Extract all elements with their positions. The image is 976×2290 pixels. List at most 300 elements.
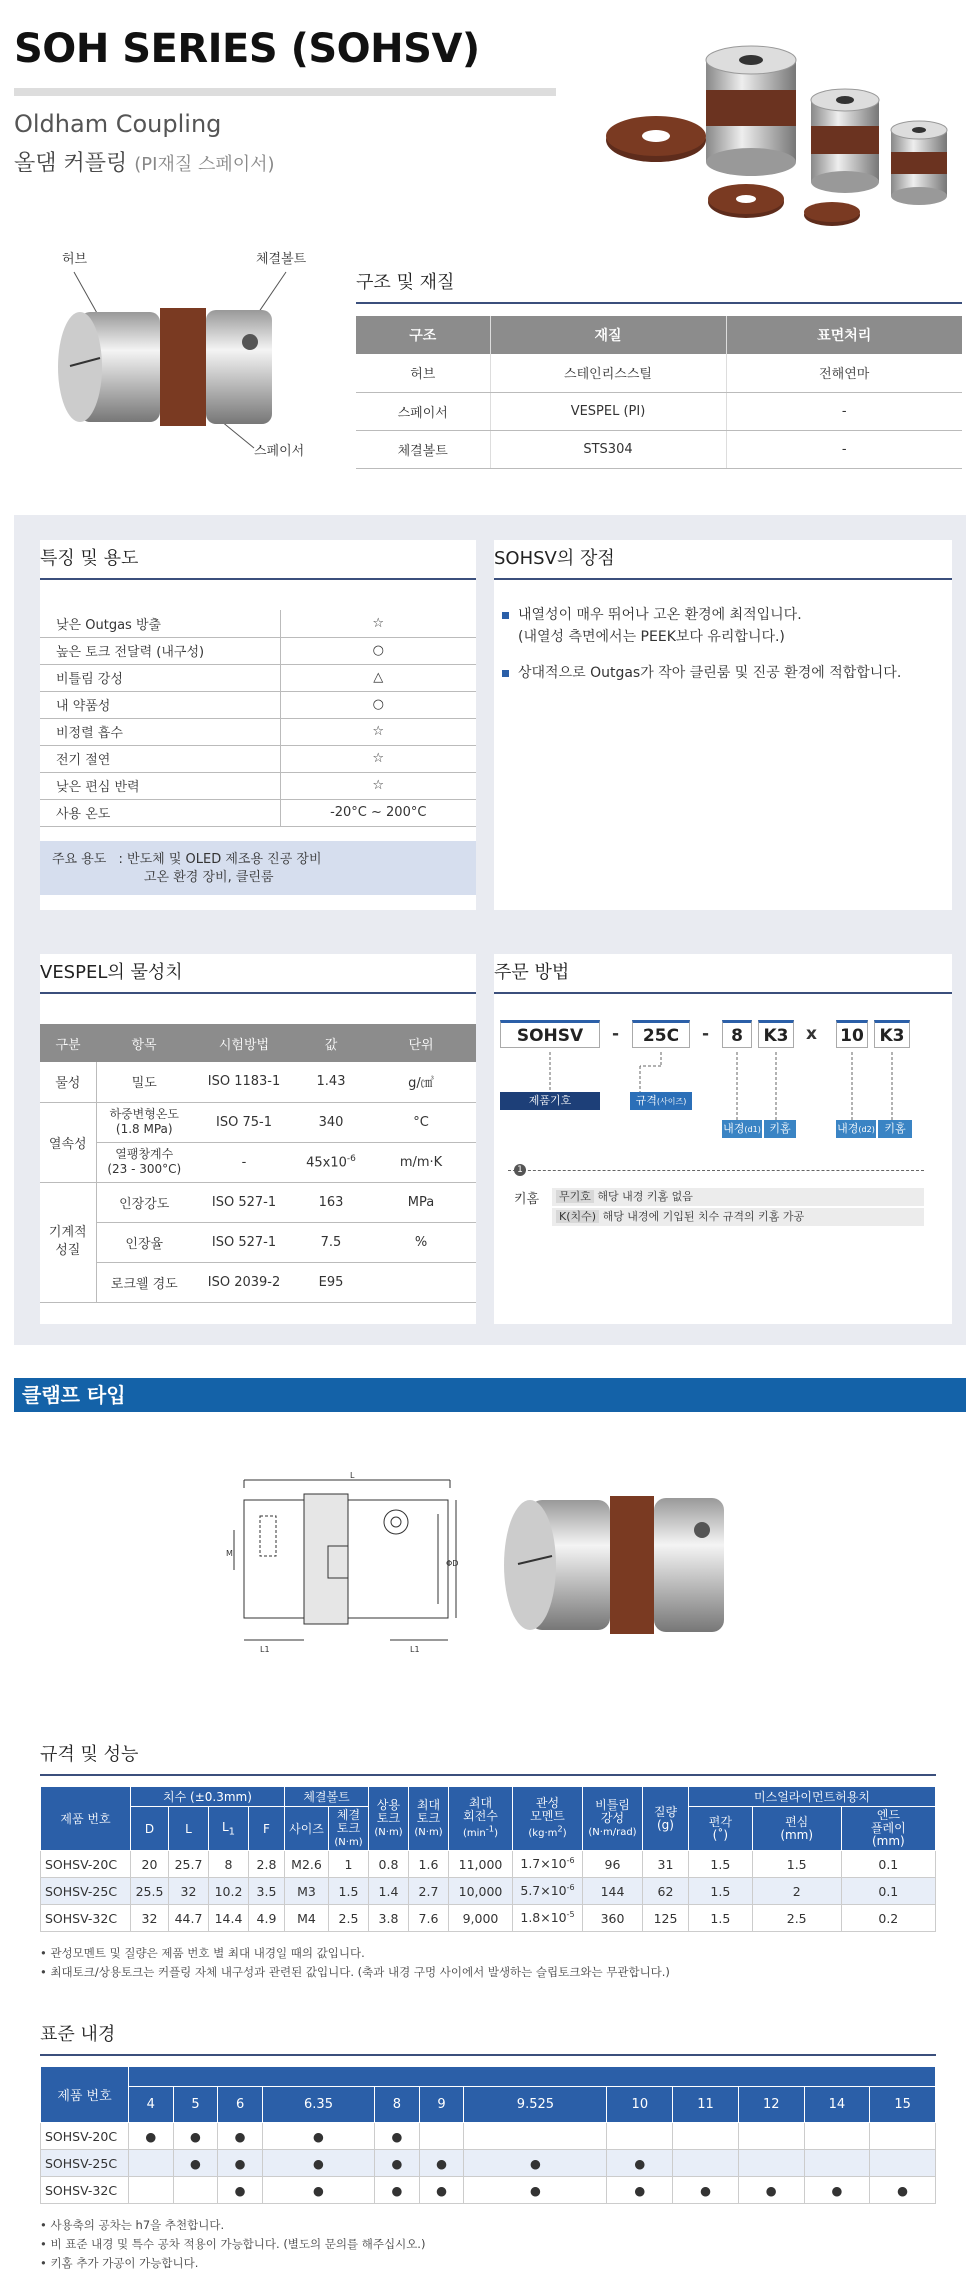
- structure-heading: 구조 및 재질: [356, 268, 962, 304]
- bore-mark: ●: [464, 2150, 607, 2177]
- table-row: [40, 1182, 476, 1222]
- spec-cell: 25.5: [131, 1878, 169, 1905]
- spec-cell: 14.4: [209, 1905, 249, 1932]
- vespel-method: ISO 527-1: [192, 1222, 296, 1262]
- spec-h-line: (N·m): [334, 1836, 363, 1848]
- spec-h-inertia: [513, 1787, 583, 1851]
- spec-cell: 62: [643, 1878, 689, 1905]
- order-tag-size-sub: (사이즈): [656, 1097, 687, 1106]
- vespel-method: ISO 75-1: [192, 1102, 296, 1142]
- spec-h-line: [528, 1823, 567, 1840]
- spec-cell: 2.5: [329, 1905, 369, 1932]
- vespel-group-line: 성질: [55, 1243, 81, 1258]
- feature-rating: ○: [280, 637, 476, 664]
- order-part-d1: 8: [722, 1020, 752, 1048]
- bore-mark: ●: [375, 2177, 420, 2204]
- table-row: [40, 1062, 476, 1102]
- vespel-panel: [40, 954, 476, 1324]
- spec-h-line: 편각: [708, 1814, 732, 1829]
- spec-cell: 125: [643, 1905, 689, 1932]
- spec-table: [40, 1786, 936, 1932]
- feature-name: 높은 토크 전달력 (내구성): [40, 637, 280, 664]
- spec-cell: 4.9: [249, 1905, 285, 1932]
- bore-mark: [804, 2150, 870, 2177]
- spec-h-line: 체결: [336, 1807, 361, 1822]
- spec-h-line: 최대: [468, 1795, 493, 1810]
- spec-note: • 최대토크/상용토크는 커플링 자체 내구성과 관련된 값입니다. (축과 내경 구멍 사이에서 발생하는 슬립토크와는 무관합니다.): [40, 1965, 670, 1979]
- structure-cell: 체결볼트: [356, 430, 490, 468]
- vespel-unit: m/m·K: [366, 1142, 476, 1182]
- vespel-group: [40, 1182, 96, 1302]
- keyway-opt2-code: K(치수): [556, 1210, 599, 1223]
- feature-name: 낮은 편심 반력: [40, 772, 280, 799]
- spec-h-part: L: [221, 1819, 229, 1834]
- keyway-opt1-text: 해당 내경 키홈 없음: [597, 1190, 693, 1203]
- vespel-item: [96, 1102, 192, 1142]
- structure-col-0: 구조: [356, 316, 490, 354]
- spec-section: [40, 1740, 936, 1982]
- spec-part: 1.7×10: [520, 1856, 567, 1872]
- bore-mark: ●: [673, 2177, 739, 2204]
- order-heading: 주문 방법: [494, 954, 952, 994]
- spec-h-line: (mm): [871, 1834, 905, 1848]
- bore-size-header: 15: [870, 2087, 936, 2123]
- vespel-heading: VESPEL의 물성치: [40, 954, 476, 994]
- clamp-heading: 클램프 타입: [14, 1378, 966, 1412]
- bore-mark: ●: [173, 2150, 218, 2177]
- spec-h-rpm: [449, 1787, 513, 1851]
- structure-cell: 스테인리스스틸: [490, 354, 726, 392]
- bore-model: SOHSV-25C: [41, 2150, 129, 2177]
- vespel-value: 163: [296, 1182, 366, 1222]
- list-item: [500, 662, 952, 684]
- bore-note-text: 비 표준 내경 및 특수 공차 적용이 가능합니다. (별도의 문의를 해주십시오.): [50, 2237, 426, 2251]
- dim-label-L1b: L1: [410, 1645, 420, 1654]
- bore-h-blank: [129, 2067, 936, 2087]
- bore-mark: ●: [870, 2177, 936, 2204]
- usage-box: [40, 841, 476, 895]
- bore-mark: ●: [607, 2150, 673, 2177]
- table-row: [41, 2177, 936, 2204]
- spec-h-line: 플레이: [870, 1821, 906, 1835]
- spec-h-line: 상용: [376, 1797, 401, 1812]
- table-row: [40, 718, 476, 745]
- vespel-col: 시험방법: [192, 1024, 296, 1062]
- spec-cell: 7.6: [409, 1905, 449, 1932]
- bore-notes: [40, 2216, 936, 2273]
- vespel-item: 인장율: [96, 1222, 192, 1262]
- spec-cell: 0.8: [369, 1851, 409, 1878]
- usage-label: 주요 용도: [52, 851, 107, 867]
- spec-h-line: 회전수: [463, 1808, 498, 1823]
- spec-h-part: (min: [463, 1828, 486, 1840]
- spec-cell: M4: [285, 1905, 329, 1932]
- spec-h-line: 관성: [535, 1795, 560, 1810]
- spec-cell: 25.7: [169, 1851, 209, 1878]
- spec-part: -5: [566, 1910, 575, 1920]
- vespel-col: 값: [296, 1024, 366, 1062]
- spec-note: • 관성모멘트 및 질량은 제품 번호 별 최대 내경일 때의 값입니다.: [40, 1946, 365, 1960]
- table-row: [40, 1222, 476, 1262]
- bore-note: • 키홈 추가 가공이 가능합니다.: [40, 2256, 199, 2270]
- vespel-value: [296, 1142, 366, 1182]
- feature-name: 비정렬 흡수: [40, 718, 280, 745]
- vespel-group: 물성: [40, 1062, 96, 1102]
- features-panel: [40, 540, 476, 910]
- bore-mark: [804, 2123, 870, 2150]
- structure-section: [356, 268, 962, 469]
- dim-label-D: ΦD: [446, 1559, 459, 1568]
- list-item: [500, 604, 952, 648]
- spec-cell: 2.7: [409, 1878, 449, 1905]
- vespel-unit: °C: [366, 1102, 476, 1142]
- spec-h-dims: 치수 (±0.3mm): [131, 1787, 285, 1807]
- spec-cell: M3: [285, 1878, 329, 1905]
- spec-h-model: 제품 번호: [41, 1787, 131, 1851]
- table-row: [41, 1851, 936, 1878]
- order-sep: x: [806, 1024, 817, 1044]
- advantage-line: 상대적으로 Outgas가 작아 클린룸 및 진공 환경에 적합합니다.: [518, 665, 902, 681]
- bore-mark: ●: [173, 2123, 218, 2150]
- bore-size-header: 11: [673, 2087, 739, 2123]
- spec-h-line: (N·m): [414, 1826, 443, 1838]
- spec-cell: 1.5: [689, 1878, 753, 1905]
- spec-h-stiff: [583, 1787, 643, 1851]
- bore-size-header: 14: [804, 2087, 870, 2123]
- spec-h-line: 토크: [376, 1810, 401, 1825]
- spec-note-text: 관성모멘트 및 질량은 제품 번호 별 최대 내경일 때의 값입니다.: [50, 1946, 365, 1960]
- spec-h-line: (N·m): [374, 1826, 403, 1838]
- structure-cell: -: [726, 392, 962, 430]
- feature-rating: ☆: [280, 718, 476, 745]
- bore-size-header: 5: [173, 2087, 218, 2123]
- advantages-panel: [494, 540, 952, 910]
- vespel-group: 열속성: [40, 1102, 96, 1182]
- title-underline: [14, 88, 556, 96]
- feature-rating: ☆: [280, 610, 476, 637]
- order-tag-d2: [836, 1120, 876, 1138]
- feature-rating: -20°C ~ 200°C: [280, 799, 476, 826]
- spec-cell: 2.8: [249, 1851, 285, 1878]
- table-row: [40, 1102, 476, 1142]
- order-tag-d2-main: 내경: [837, 1122, 859, 1135]
- subtitle-ko-note: (PI재질 스페이서): [134, 154, 275, 175]
- spec-h-end: [841, 1807, 935, 1851]
- bore-mark: [464, 2123, 607, 2150]
- table-row: [40, 799, 476, 826]
- table-row: [40, 1262, 476, 1302]
- dim-label-L: L: [350, 1471, 355, 1480]
- bore-model: SOHSV-32C: [41, 2177, 129, 2204]
- spec-cell: 96: [583, 1851, 643, 1878]
- table-row: [40, 772, 476, 799]
- bore-mark: [673, 2150, 739, 2177]
- bore-mark: ●: [218, 2123, 263, 2150]
- spec-part: 5.7×10: [520, 1883, 567, 1899]
- table-row: [40, 745, 476, 772]
- bore-mark: ●: [129, 2123, 174, 2150]
- subtitle-en: Oldham Coupling: [14, 110, 222, 138]
- order-part-size: 25C: [632, 1020, 690, 1048]
- vespel-value: 1.43: [296, 1062, 366, 1102]
- spec-h-L1: [209, 1807, 249, 1851]
- spec-h-angle: [689, 1807, 753, 1851]
- advantages-list: [494, 604, 952, 684]
- spec-cell: 1.5: [329, 1878, 369, 1905]
- bore-mark: ●: [262, 2123, 374, 2150]
- spec-cell: [513, 1905, 583, 1932]
- feature-rating: ☆: [280, 772, 476, 799]
- table-row: [40, 1142, 476, 1182]
- keyway-opt1-code: 무기호: [556, 1190, 594, 1203]
- spec-cell: 10.2: [209, 1878, 249, 1905]
- spec-h-line: (˚): [712, 1827, 729, 1842]
- feature-rating: ☆: [280, 745, 476, 772]
- structure-col-1: 재질: [490, 316, 726, 354]
- features-table: [40, 610, 476, 827]
- vespel-value-base: 45x10: [306, 1155, 347, 1171]
- spec-cell: 20: [131, 1851, 169, 1878]
- spec-cell: M2.6: [285, 1851, 329, 1878]
- dim-label-L1: L1: [260, 1645, 270, 1654]
- spec-h-line: (N·m/rad): [588, 1826, 637, 1838]
- spec-cell: 3.8: [369, 1905, 409, 1932]
- vespel-item-line: 하중변형온도: [109, 1107, 180, 1121]
- bore-size-header: 9: [419, 2087, 464, 2123]
- spec-h-F: F: [249, 1807, 285, 1851]
- bore-table: [40, 2066, 936, 2204]
- vespel-unit: %: [366, 1222, 476, 1262]
- order-tag-size: [630, 1092, 692, 1110]
- bore-size-header: 4: [129, 2087, 174, 2123]
- spec-model: SOHSV-20C: [41, 1851, 131, 1878]
- bore-mark: ●: [218, 2177, 263, 2204]
- bore-mark: [738, 2150, 804, 2177]
- bore-mark: ●: [607, 2177, 673, 2204]
- spec-cell: 2.5: [752, 1905, 841, 1932]
- feature-name: 전기 절연: [40, 745, 280, 772]
- feature-name: 비틀림 강성: [40, 664, 280, 691]
- spec-model: SOHSV-25C: [41, 1878, 131, 1905]
- spec-h-line: [463, 1823, 498, 1840]
- order-divider: [508, 1170, 924, 1171]
- bore-h-model: 제품 번호: [41, 2067, 129, 2123]
- keyway-label: 키홈: [514, 1192, 540, 1207]
- spec-cell: 0.1: [841, 1851, 935, 1878]
- spec-h-D: D: [131, 1807, 169, 1851]
- usage-line1: : 반도체 및 OLED 제조용 진공 장비: [118, 851, 322, 867]
- structure-cell: 허브: [356, 354, 490, 392]
- vespel-item: 인장강도: [96, 1182, 192, 1222]
- table-row: [40, 637, 476, 664]
- table-row: [40, 610, 476, 637]
- features-heading: 특징 및 용도: [40, 540, 476, 580]
- spec-h-part: 2: [557, 1823, 563, 1834]
- spec-note-text: 최대토크/상용토크는 커플링 자체 내구성과 관련된 값입니다. (축과 내경 구멍 사이에서 발생하는 슬립토크와는 무관합니다.): [50, 1965, 670, 1979]
- bore-note: • 사용축의 공차는 h7을 추천합니다.: [40, 2218, 225, 2232]
- table-row: [40, 664, 476, 691]
- table-row: [40, 691, 476, 718]
- label-spacer: 스페이서: [254, 444, 305, 459]
- order-tag-key2: 키홈: [878, 1120, 912, 1138]
- bore-mark: ●: [262, 2150, 374, 2177]
- spec-cell: 1.5: [689, 1905, 753, 1932]
- usage-line2: 고온 환경 장비, 클린룸: [144, 869, 274, 885]
- feature-name: 사용 온도: [40, 799, 280, 826]
- spec-h-line: (mm): [780, 1827, 814, 1842]
- spec-cell: 1.6: [409, 1851, 449, 1878]
- spec-h-bolt: 체결볼트: [285, 1787, 369, 1807]
- bore-mark: ●: [804, 2177, 870, 2204]
- bore-heading: 표준 내경: [40, 2020, 936, 2056]
- bore-section: [40, 2020, 936, 2273]
- vespel-value: 340: [296, 1102, 366, 1142]
- spec-cell: 32: [131, 1905, 169, 1932]
- order-part-key1: K3: [758, 1020, 794, 1048]
- order-connectors: [500, 1050, 940, 1130]
- spec-cell: 0.1: [841, 1878, 935, 1905]
- spec-h-line: 비틀림: [595, 1797, 630, 1812]
- bore-mark: ●: [375, 2150, 420, 2177]
- spec-h-rated: [369, 1787, 409, 1851]
- vespel-item: [96, 1142, 192, 1182]
- bore-mark: [173, 2177, 218, 2204]
- spec-h-mass: [643, 1787, 689, 1851]
- vespel-item-line: 열팽창계수: [115, 1147, 174, 1161]
- vespel-table: [40, 1024, 476, 1303]
- order-tag-model: 제품기호: [500, 1092, 600, 1110]
- structure-cell: 전해연마: [726, 354, 962, 392]
- spec-cell: 9,000: [449, 1905, 513, 1932]
- bore-mark: [870, 2123, 936, 2150]
- spec-h-line: 강성: [600, 1810, 625, 1825]
- table-row: [41, 1905, 936, 1932]
- structure-cell: STS304: [490, 430, 726, 468]
- label-bolt: 체결볼트: [256, 252, 307, 267]
- order-part-model: SOHSV: [500, 1020, 600, 1048]
- spec-cell: 360: [583, 1905, 643, 1932]
- keyway-opt2: [552, 1208, 924, 1226]
- vespel-unit: [366, 1262, 476, 1302]
- order-sep: -: [612, 1024, 620, 1044]
- spec-cell: 32: [169, 1878, 209, 1905]
- spec-h-line: 최대: [416, 1797, 441, 1812]
- spec-h-part: 1: [228, 1826, 236, 1838]
- order-part-d2: 10: [836, 1020, 868, 1048]
- vespel-item-line: (23 - 300°C): [107, 1162, 182, 1176]
- bore-mark: [129, 2150, 174, 2177]
- vespel-item: 로크웰 경도: [96, 1262, 192, 1302]
- bore-size-header: 12: [738, 2087, 804, 2123]
- order-tag-key1: 키홈: [764, 1120, 796, 1138]
- spec-cell: 1.5: [689, 1851, 753, 1878]
- bore-size-header: 8: [375, 2087, 420, 2123]
- structure-cell: VESPEL (PI): [490, 392, 726, 430]
- feature-name: 내 약품성: [40, 691, 280, 718]
- bore-mark: [607, 2123, 673, 2150]
- vespel-col: 구분: [40, 1024, 96, 1062]
- keyway-opt1: [552, 1188, 924, 1206]
- spec-h-line: 토크: [416, 1810, 441, 1825]
- spec-cell: 44.7: [169, 1905, 209, 1932]
- clamp-photo: [490, 1480, 740, 1660]
- spec-model: SOHSV-32C: [41, 1905, 131, 1932]
- spec-notes: [40, 1944, 936, 1982]
- structure-cell: -: [726, 430, 962, 468]
- spec-cell: [513, 1851, 583, 1878]
- order-panel: [494, 954, 952, 1324]
- spec-h-offset: [752, 1807, 841, 1851]
- vespel-col: 단위: [366, 1024, 476, 1062]
- order-tag-d1-main: 내경: [723, 1122, 745, 1135]
- spec-cell: 1.4: [369, 1878, 409, 1905]
- table-row: [41, 2123, 936, 2150]
- feature-rating: △: [280, 664, 476, 691]
- spec-h-mis: 미스얼라이먼트허용치: [689, 1787, 936, 1807]
- spec-cell: 8: [209, 1851, 249, 1878]
- vespel-item: 밀도: [96, 1062, 192, 1102]
- vespel-method: ISO 2039-2: [192, 1262, 296, 1302]
- page-title: SOH SERIES (SOHSV): [14, 26, 480, 72]
- spec-h-part: ): [562, 1828, 567, 1840]
- bore-mark: ●: [375, 2123, 420, 2150]
- spec-cell: [513, 1878, 583, 1905]
- vespel-group-line: 기계적: [48, 1225, 87, 1240]
- bore-size-header: 10: [607, 2087, 673, 2123]
- spec-cell: 31: [643, 1851, 689, 1878]
- order-tag-d1: [722, 1120, 762, 1138]
- table-row: [356, 354, 962, 392]
- spec-cell: 144: [583, 1878, 643, 1905]
- order-note-num: 1: [514, 1164, 526, 1176]
- spec-heading: 규격 및 성능: [40, 1740, 936, 1776]
- spec-part: 1.8×10: [520, 1910, 567, 1926]
- spec-cell: 10,000: [449, 1878, 513, 1905]
- spec-cell: 1: [329, 1851, 369, 1878]
- bore-mark: [129, 2177, 174, 2204]
- bore-size-header: 9.525: [464, 2087, 607, 2123]
- spec-cell: 11,000: [449, 1851, 513, 1878]
- bore-model: SOHSV-20C: [41, 2123, 129, 2150]
- bore-note-text: 키홈 추가 가공이 가능합니다.: [50, 2256, 199, 2270]
- bore-mark: [419, 2123, 464, 2150]
- vespel-value: 7.5: [296, 1222, 366, 1262]
- spec-cell: 2: [752, 1878, 841, 1905]
- spec-h-line: 모멘트: [530, 1808, 565, 1823]
- keyway-opt2-text: 해당 내경에 기입된 치수 규격의 키홈 가공: [602, 1210, 805, 1223]
- feature-name: 낮은 Outgas 방출: [40, 610, 280, 637]
- vespel-col: 항목: [96, 1024, 192, 1062]
- vespel-method: ISO 1183-1: [192, 1062, 296, 1102]
- spec-h-part: ): [494, 1828, 498, 1840]
- spec-h-line: 엔드: [876, 1808, 900, 1822]
- spec-cell: 3.5: [249, 1878, 285, 1905]
- advantage-line: 내열성이 매우 뛰어나 고온 환경에 최적입니다.: [518, 607, 802, 623]
- order-part-key2: K3: [874, 1020, 910, 1048]
- bore-mark: ●: [738, 2177, 804, 2204]
- bore-mark: ●: [419, 2150, 464, 2177]
- bore-mark: ●: [262, 2177, 374, 2204]
- table-row: [356, 430, 962, 468]
- coupling-diagram: [40, 262, 310, 462]
- subtitle-ko-main: 올댐 커플링: [14, 151, 128, 176]
- spec-h-line: 질량: [653, 1804, 678, 1819]
- spec-h-line: 편심: [785, 1814, 809, 1829]
- bore-size-header: 6: [218, 2087, 263, 2123]
- spec-cell: 0.2: [841, 1905, 935, 1932]
- bore-mark: [738, 2123, 804, 2150]
- structure-table: [356, 316, 962, 469]
